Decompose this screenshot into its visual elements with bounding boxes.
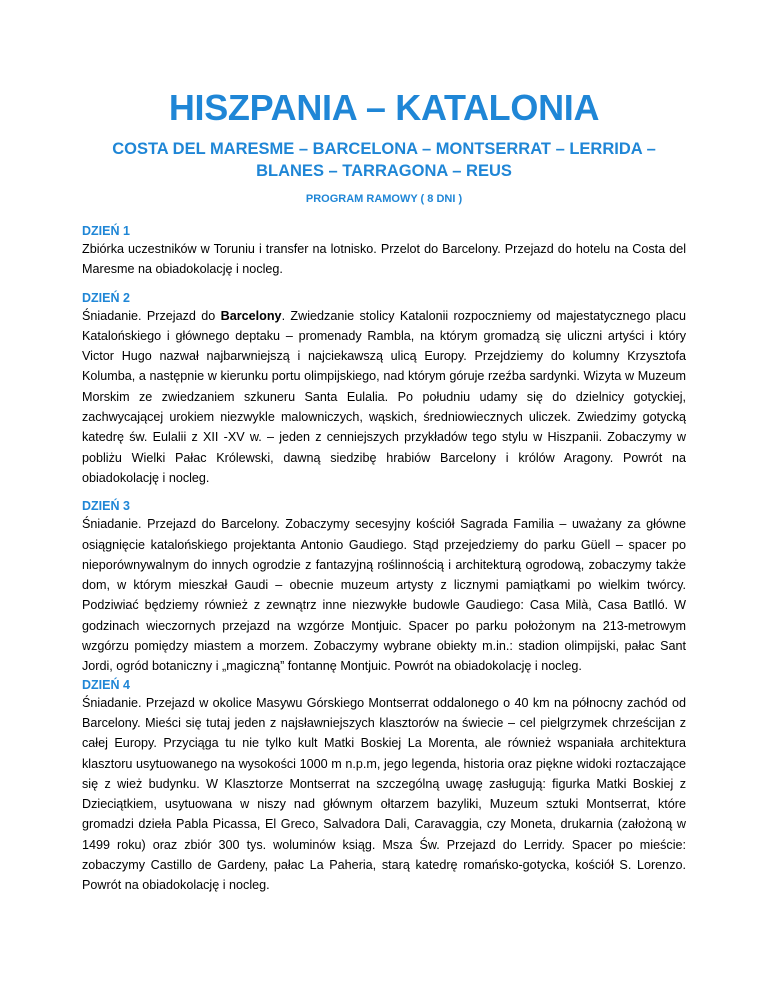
document-page <box>82 0 686 896</box>
day-2-section <box>82 290 686 489</box>
day-4-heading: DZIEŃ 4 <box>82 677 130 692</box>
day-2-text-start: Śniadanie. Przejazd do <box>82 308 221 323</box>
day-1-heading: DZIEŃ 1 <box>82 224 130 238</box>
document-title: HISZPANIA – KATALONIA <box>168 87 600 128</box>
route-subtitle-line-1: COSTA DEL MARESME – BARCELONA – MONTSERRAT – LERRIDA – <box>112 140 656 158</box>
day-3-text: Śniadanie. Przejazd do Barcelony. Zobaczymy secesyjny kościół Sagrada Familia – uważany za główne osiągnięcie katalońskiego projektanta Antonio Gaudiego. Stąd przejedziemy do parku Güell – spacer po nieporównywalnym do innych ogrodzie z fantazyjną roślinnością i architekturą ogrodową, zobaczymy także dom, w którym mieszkał Gaudi – obecnie muzeum artysty z licznymi pamiątkami po wielkim twórcy. Podziwiać będziemy również z zewnątrz inne niezwykłe budowle Gaudiego: Casa Milà, Casa Batlló. W godzinach wieczornych przejazd na wzgórze Montjuic. Spacer po parku położonym na 213-metrowym wzgórzu pomiędzy miastem a morzem. Zobaczymy wybrane obiekty m.in.: stadion olimpijski, pałac Sant Jordi, ogród botaniczny i „magiczną” fontannę Montjuic. Powrót na obiadokolację i nocleg. <box>82 517 686 674</box>
day-1-section <box>82 223 686 280</box>
program-label: PROGRAM RAMOWY ( 8 DNI ) <box>305 193 463 205</box>
route-subtitle <box>82 138 686 182</box>
day-2-heading: DZIEŃ 2 <box>82 290 130 305</box>
day-2-text <box>82 306 686 489</box>
route-subtitle-line-2: BLANES – TARRAGONA – REUS <box>256 162 512 180</box>
day-3-section <box>82 498 686 676</box>
day-2-text-bold: Barcelony <box>220 308 282 323</box>
day-3-heading: DZIEŃ 3 <box>82 499 130 514</box>
day-1-text: Zbiórka uczestników w Toruniu i transfer na lotnisko. Przelot do Barcelony. Przejazd do hotelu na Costa del Maresme na obiadokolację i nocleg. <box>82 242 686 277</box>
day-4-section <box>82 677 686 896</box>
day-4-text: Śniadanie. Przejazd w okolice Masywu Górskiego Montserrat oddalonego o 40 km na północny zachód od Barcelony. Mieści się tutaj jeden z najsławniejszych klasztorów na świecie – cel pielgrzymek chrześcijan z całej Europy. Przyciąga tu nie tylko kult Matki Boskiej La Morenta, ale również wspaniała architektura klasztoru usytuowanego na wysokości 1000 m n.p.m, jego legenda, historia oraz piękne widoki roztaczające się z wież budynku. W Klasztorze Montserrat na szczególną uwagę zasługują: figurka Matki Boskiej z Dzieciątkiem, usytuowana w niszy nad głównym ołtarzem bazyliki, Muzeum sztuki Montserrat, które gromadzi dzieła Pabla Picassa, El Greco, Salvadora Dali, Caravaggia, czy Moneta, drukarnia (założoną w 1499 roku) oraz zbiór 300 tys. woluminów ksiąg. Msza Św. Przejazd do Lerridy. Spacer po mieście: zobaczymy Castillo de Gardeny, pałac La Paheria, starą katedrę romańsko-gotycka, kościół S. Lorenzo. Powrót na obiadokolację i nocleg. <box>82 695 686 893</box>
day-2-text-rest: . Zwiedzanie stolicy Katalonii rozpoczniemy od majestatycznego placu Katalońskiego i głównego deptaku – promenady Rambla, na którym gromadzą się uliczni artyści i który Victor Hugo nazwał najbarwniejszą i najciekawszą ulicą Europy. Przejdziemy do kolumny Krzysztofa Kolumba, a następnie w kierunku portu olimpijskiego, nad którym góruje rzeźba sardynki. Wizyta w Muzeum Morskim ze zwiedzaniem szkuneru Santa Eulalia. Po południu udamy się do dzielnicy gotyckiej, zachwycającej urokiem niezwykle malowniczych, wąskich, średniowiecznych uliczek. Zwiedzimy gotycką katedrę św. Eulalii z XII -XV w. – jeden z cenniejszych przykładów tego stylu w Hiszpanii. Zobaczymy w pobliżu Wielki Pałac Królewski, dawną siedzibę hrabiów Barcelony i królów Aragony. Powrót na obiadokolację i nocleg. <box>82 308 686 485</box>
